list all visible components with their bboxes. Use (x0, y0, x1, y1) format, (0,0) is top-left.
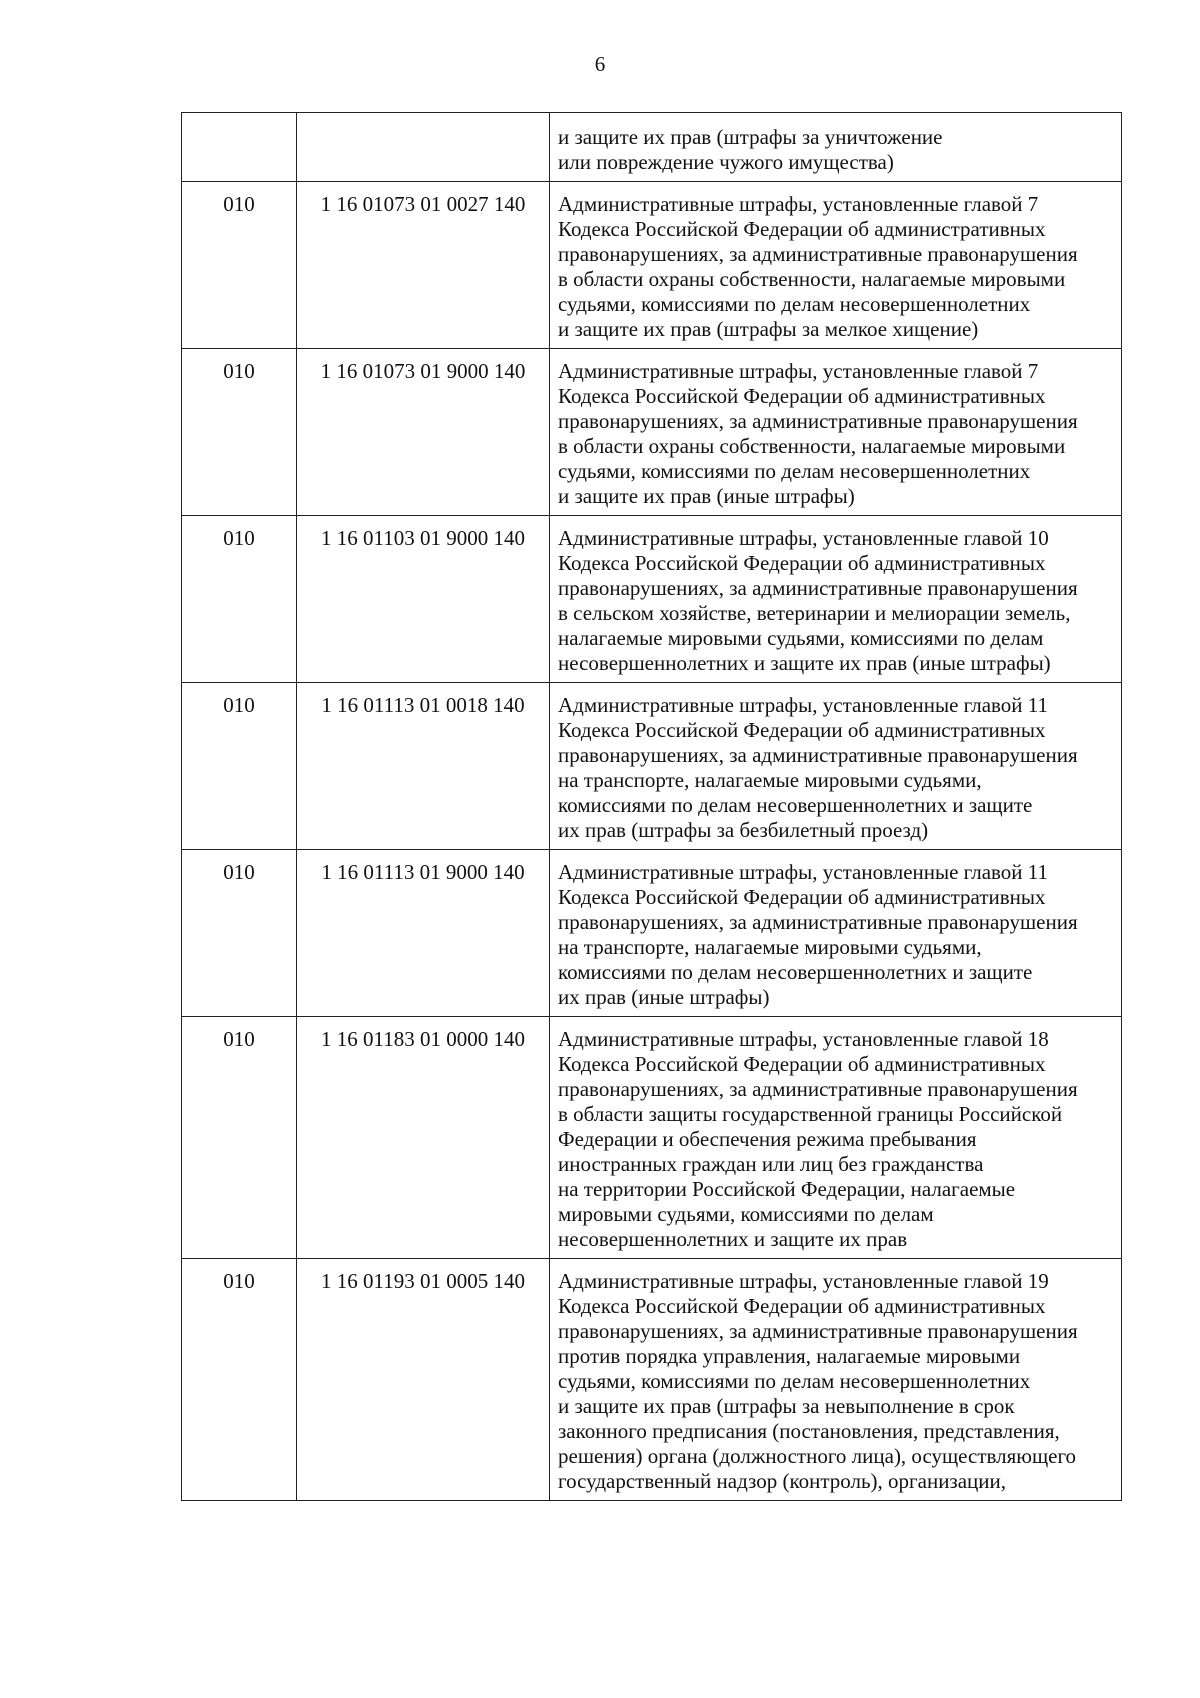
budget-code-cell: 1 16 01193 01 0005 140 (297, 1259, 550, 1501)
description-line: Административные штрафы, установленные главой 10 (558, 526, 1049, 550)
description-line: Кодекса Российской Федерации об административных (558, 885, 1046, 909)
description-line: правонарушениях, за административные правонарушения (558, 409, 1078, 433)
description-line: Кодекса Российской Федерации об административных (558, 718, 1046, 742)
page-number: 6 (594, 52, 606, 76)
admin-code-cell: 010 (182, 683, 297, 850)
description-line: судьями, комиссиями по делам несовершеннолетних (558, 1369, 1031, 1393)
description-line: Кодекса Российской Федерации об административных (558, 384, 1046, 408)
description-line: на территории Российской Федерации, налагаемые (558, 1177, 1016, 1201)
description-line: в области защиты государственной границы Российской (558, 1102, 1063, 1126)
description-cell (550, 683, 1122, 850)
description-line: в области охраны собственности, налагаемые мировыми (558, 267, 1066, 291)
description-line: мировыми судьями, комиссиями по делам (558, 1202, 934, 1226)
description-line: Административные штрафы, установленные главой 11 (558, 860, 1049, 884)
description-line: судьями, комиссиями по делам несовершеннолетних (558, 292, 1031, 316)
description-line: законного предписания (постановления, представления, (558, 1419, 1060, 1443)
description-line: несовершеннолетних и защите их прав (иные штрафы) (558, 651, 1051, 675)
description-line: и защите их прав (штрафы за уничтожение (558, 125, 943, 149)
admin-code-cell: 010 (182, 516, 297, 683)
description-cell (550, 516, 1122, 683)
description-cell (550, 1017, 1122, 1259)
description-cell (550, 349, 1122, 516)
description-line: комиссиями по делам несовершеннолетних и защите (558, 960, 1033, 984)
table-row (182, 1259, 1122, 1501)
description-line: несовершеннолетних и защите их прав (558, 1227, 908, 1251)
table-row (182, 850, 1122, 1017)
description-line: судьями, комиссиями по делам несовершеннолетних (558, 459, 1031, 483)
admin-code-cell: 010 (182, 349, 297, 516)
admin-code-cell: 010 (182, 1017, 297, 1259)
description-line: в сельском хозяйстве, ветеринарии и мелиорации земель, (558, 601, 1071, 625)
admin-code-cell: 010 (182, 1259, 297, 1501)
description-line: Административные штрафы, установленные главой 7 (558, 359, 1039, 383)
budget-code-cell (297, 113, 550, 182)
description-line: правонарушениях, за административные правонарушения (558, 1077, 1078, 1101)
budget-code-cell: 1 16 01073 01 0027 140 (297, 182, 550, 349)
budget-classification-table (181, 112, 1122, 1501)
table-row (182, 113, 1122, 182)
description-line: против порядка управления, налагаемые мировыми (558, 1344, 1021, 1368)
admin-code-cell: 010 (182, 182, 297, 349)
budget-code-cell: 1 16 01183 01 0000 140 (297, 1017, 550, 1259)
description-line: Федерации и обеспечения режима пребывания (558, 1127, 977, 1151)
description-line: Кодекса Российской Федерации об административных (558, 217, 1046, 241)
description-line: Кодекса Российской Федерации об административных (558, 551, 1046, 575)
description-line: иностранных граждан или лиц без гражданства (558, 1152, 984, 1176)
budget-code-cell: 1 16 01113 01 9000 140 (297, 850, 550, 1017)
description-line: их прав (иные штрафы) (558, 985, 770, 1009)
admin-code-cell (182, 113, 297, 182)
description-line: правонарушениях, за административные правонарушения (558, 910, 1078, 934)
budget-code-cell: 1 16 01113 01 0018 140 (297, 683, 550, 850)
description-line: Административные штрафы, установленные главой 19 (558, 1269, 1049, 1293)
description-line: правонарушениях, за административные правонарушения (558, 1319, 1078, 1343)
description-line: на транспорте, налагаемые мировыми судьями, (558, 935, 982, 959)
table-row (182, 516, 1122, 683)
description-line: Административные штрафы, установленные главой 11 (558, 693, 1049, 717)
description-line: в области охраны собственности, налагаемые мировыми (558, 434, 1066, 458)
table-row (182, 1017, 1122, 1259)
description-cell (550, 1259, 1122, 1501)
description-line: на транспорте, налагаемые мировыми судьями, (558, 768, 982, 792)
table-row (182, 349, 1122, 516)
description-line: и защите их прав (штрафы за невыполнение в срок (558, 1394, 1015, 1418)
description-cell (550, 850, 1122, 1017)
description-line: Административные штрафы, установленные главой 18 (558, 1027, 1049, 1051)
description-cell (550, 113, 1122, 182)
description-line: и защите их прав (иные штрафы) (558, 484, 855, 508)
description-line: налагаемые мировыми судьями, комиссиями по делам (558, 626, 1044, 650)
admin-code-cell: 010 (182, 850, 297, 1017)
description-line: правонарушениях, за административные правонарушения (558, 242, 1078, 266)
description-line: или повреждение чужого имущества) (558, 150, 894, 174)
description-line: решения) органа (должностного лица), осуществляющего (558, 1444, 1077, 1468)
description-line: Кодекса Российской Федерации об административных (558, 1294, 1046, 1318)
description-line: правонарушениях, за административные правонарушения (558, 743, 1078, 767)
description-line: Административные штрафы, установленные главой 7 (558, 192, 1039, 216)
table-row (182, 182, 1122, 349)
description-cell (550, 182, 1122, 349)
description-line: их прав (штрафы за безбилетный проезд) (558, 818, 929, 842)
budget-code-cell: 1 16 01103 01 9000 140 (297, 516, 550, 683)
description-line: государственный надзор (контроль), организации, (558, 1469, 1007, 1493)
description-line: правонарушениях, за административные правонарушения (558, 576, 1078, 600)
description-line: комиссиями по делам несовершеннолетних и защите (558, 793, 1033, 817)
description-line: и защите их прав (штрафы за мелкое хищение) (558, 317, 979, 341)
description-line: Кодекса Российской Федерации об административных (558, 1052, 1046, 1076)
budget-code-cell: 1 16 01073 01 9000 140 (297, 349, 550, 516)
table-row (182, 683, 1122, 850)
